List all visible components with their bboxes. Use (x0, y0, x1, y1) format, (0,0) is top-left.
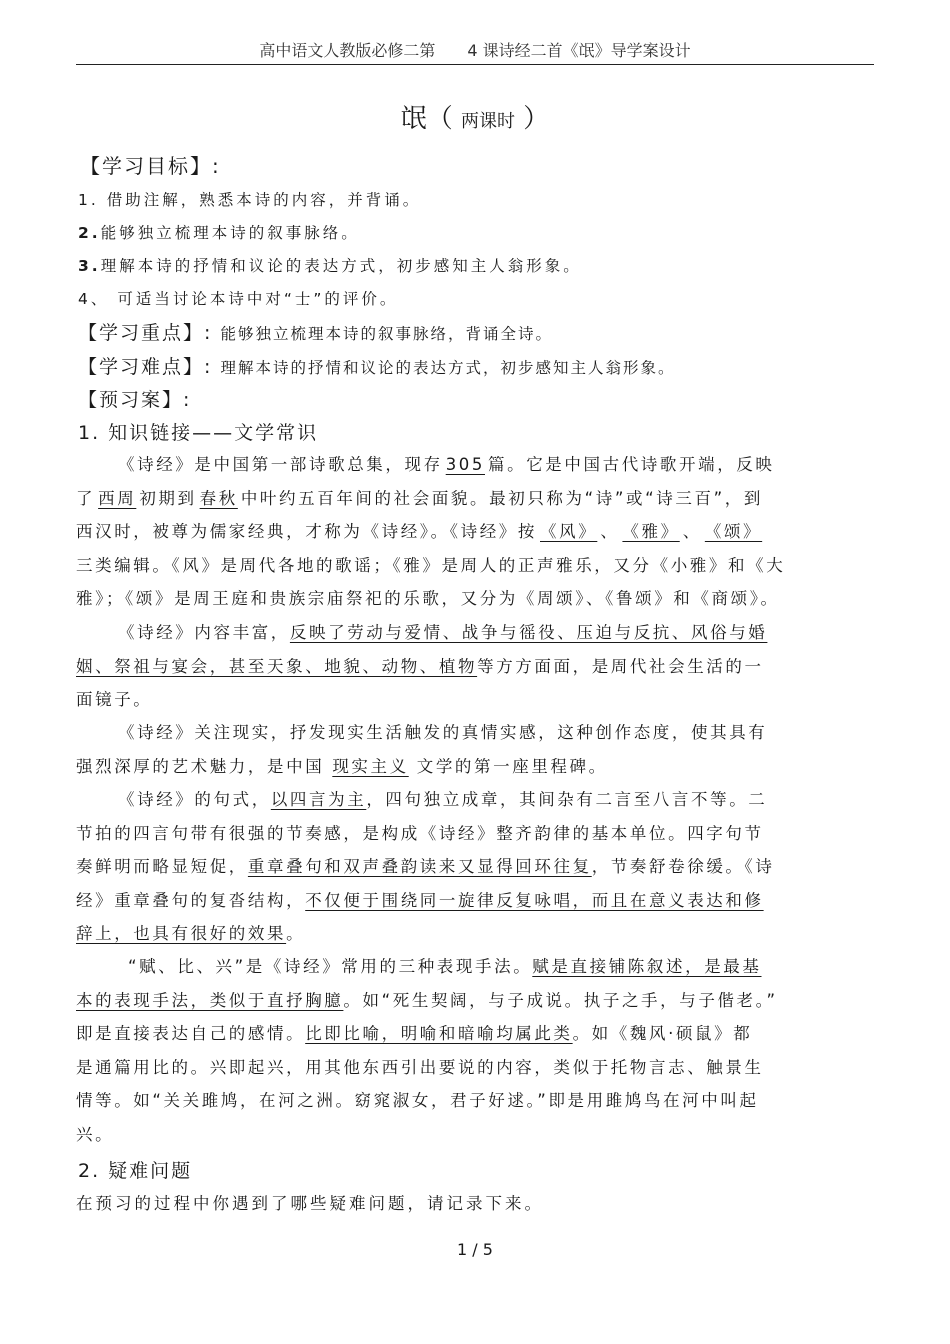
underlined-text: 比即比喻，明喻和暗喻均属此类 (305, 1024, 573, 1043)
objective-text: 借助注解，熟悉本诗的内容，并背诵。 (106, 191, 422, 209)
underlined-text: 本的表现手法，类似于直抒胸臆 (76, 990, 344, 1010)
section-knowledge-link: 1. 知识链接——文学常识 (78, 422, 319, 444)
text-span: 即是直接表达自己的感情。 (76, 1024, 306, 1043)
text-line: 面镜子。 (76, 690, 153, 709)
underlined-text: 姻、祭祖与宴会，甚至天象、地貌、动物、植物 (76, 656, 478, 676)
text-line: 《诗经》关注现实，抒发现实生活触发的真情实感，这种创作态度，使其具有 (118, 723, 768, 742)
objective-item (78, 188, 421, 210)
text-span: ，节奏舒卷徐缓。《诗 (591, 857, 775, 876)
text-span: 。如“死生契阔，与子成说。执子之手，与子偕老。” (343, 990, 778, 1010)
text-span: 、 (600, 522, 620, 541)
text-span: 文学的第一座里程碑。 (416, 756, 608, 776)
text-span: 经》重章叠句的复沓结构， (76, 890, 306, 910)
objective-item (78, 221, 360, 243)
objective-text: 可适当讨论本诗中对“士”的评价。 (117, 290, 399, 308)
fill-blank: 《雅》 (622, 522, 680, 541)
preview-heading: 【预习案】: (78, 389, 192, 411)
section-difficult-questions: 2. 疑难问题 (78, 1160, 193, 1182)
text-span: 西汉时，被尊为儒家经典，才称为《诗经》。《诗经》按 (76, 522, 537, 541)
underlined-text: 反映了劳动与爱情、战争与徭役、压迫与反抗、风俗与婚 (289, 623, 768, 642)
objective-number: 2. (78, 224, 101, 242)
page-title (0, 98, 950, 135)
text-line: 情等。如“关关雎鸠，在河之洲。窈窕淑女，君子好逑。”即是用雎鸠鸟在河中叫起 (76, 1091, 759, 1110)
text-span: ，四句独立成章，其间杂有二言至八言不等。二 (366, 790, 768, 809)
paragraph-shijing-intro (76, 448, 866, 616)
objectives-heading: 【学习目标】: (80, 154, 221, 178)
fill-blank: 《风》 (540, 522, 598, 541)
difficulty-row (78, 352, 675, 379)
text-line: 节拍的四言句带有很强的节奏感，是构成《诗经》整齐韵律的基本单位。四字句节 (76, 823, 764, 843)
paragraph-shijing-realism (76, 716, 866, 783)
underlined-text: 辞上，也具有很好的效果 (76, 924, 287, 943)
page-number: 1 / 5 (457, 1240, 493, 1259)
text-span: 初期到 (139, 488, 197, 508)
text-span: “赋、比、兴”是《诗经》常用的三种表现手法。 (128, 957, 533, 976)
objective-number: 3. (78, 257, 101, 275)
paragraph-shijing-content (76, 616, 866, 717)
key-point-text: 能够独立梳理本诗的叙事脉络，背诵全诗。 (220, 325, 553, 343)
objective-number: 1. (78, 191, 99, 209)
objective-number: 4、 (78, 290, 110, 308)
text-span: 篇。它是中国古代诗歌开端，反映 (488, 455, 775, 474)
text-span: 。 (286, 924, 306, 943)
text-line: 雅》；《颂》是周王庭和贵族宗庙祭祀的乐歌，又分为《周颂》、《鲁颂》和《商颂》。 (76, 589, 780, 608)
fill-blank: 西周 (98, 488, 137, 508)
title-close: ） (523, 104, 550, 134)
text-line: 是通篇用比的。兴即起兴，用其他东西引出要说的内容，类似于托物言志、触景生 (76, 1057, 764, 1077)
text-span: 等方方面面，是周代社会生活的一 (477, 656, 764, 676)
objective-text: 能够独立梳理本诗的叙事脉络。 (100, 224, 360, 242)
fill-blank: 春秋 (199, 488, 238, 508)
underlined-text: 不仅便于围绕同一旋律反复咏唱，而且在意义表达和修 (305, 890, 764, 910)
objective-item (78, 287, 398, 309)
text-line: 兴。 (76, 1124, 115, 1144)
text-span: 《诗经》是中国第一部诗歌总集，现存 (118, 455, 443, 474)
text-span: 《诗经》内容丰富， (118, 623, 290, 642)
title-subtitle: 两课时 (461, 111, 515, 132)
header-rule (76, 64, 874, 65)
paragraph-shijing-form (76, 783, 866, 951)
text-span: 了 (76, 488, 96, 508)
text-span: 奏鲜明而略显短促， (76, 857, 248, 876)
underlined-text: 以四言为主 (270, 790, 367, 809)
fill-blank: 现实主义 (332, 756, 409, 776)
fill-blank: 《颂》 (704, 522, 763, 541)
title-main: 氓（ (400, 104, 453, 134)
paragraph-fu-bi-xing (76, 950, 866, 1151)
underlined-text: 赋是直接铺陈叙述，是最基 (532, 957, 762, 976)
text-span: 。如《魏风·硕鼠》都 (572, 1024, 753, 1043)
underlined-text: 重章叠句和双声叠韵读来又显得回环往复 (247, 857, 592, 876)
text-span: 中叶约五百年间的社会面貌。最初只称为“诗”或“诗三百”，到 (240, 488, 763, 508)
text-span: 强烈深厚的艺术魅力，是中国 (76, 756, 325, 776)
text-span: 《诗经》的句式， (118, 790, 271, 809)
objective-item (78, 254, 582, 276)
text-span: 、 (682, 522, 702, 541)
key-point-row (78, 318, 553, 345)
running-header: 高中语文人教版必修二第 4 课诗经二首《氓》导学案设计 (259, 41, 691, 60)
question-instruction: 在预习的过程中你遇到了哪些疑难问题，请记录下来。 (76, 1194, 544, 1213)
objective-text: 理解本诗的抒情和议论的表达方式，初步感知主人翁形象。 (100, 257, 582, 275)
text-line: 三类编辑。《风》是周代各地的歌谣；《雅》是周人的正声雅乐，又分《小雅》和《大 (76, 555, 786, 575)
fill-blank: 305 (445, 455, 485, 474)
difficulty-label: 【学习难点】: (78, 356, 213, 378)
difficulty-text: 理解本诗的抒情和议论的表达方式，初步感知主人翁形象。 (220, 359, 676, 377)
key-point-label: 【学习重点】: (78, 322, 213, 344)
